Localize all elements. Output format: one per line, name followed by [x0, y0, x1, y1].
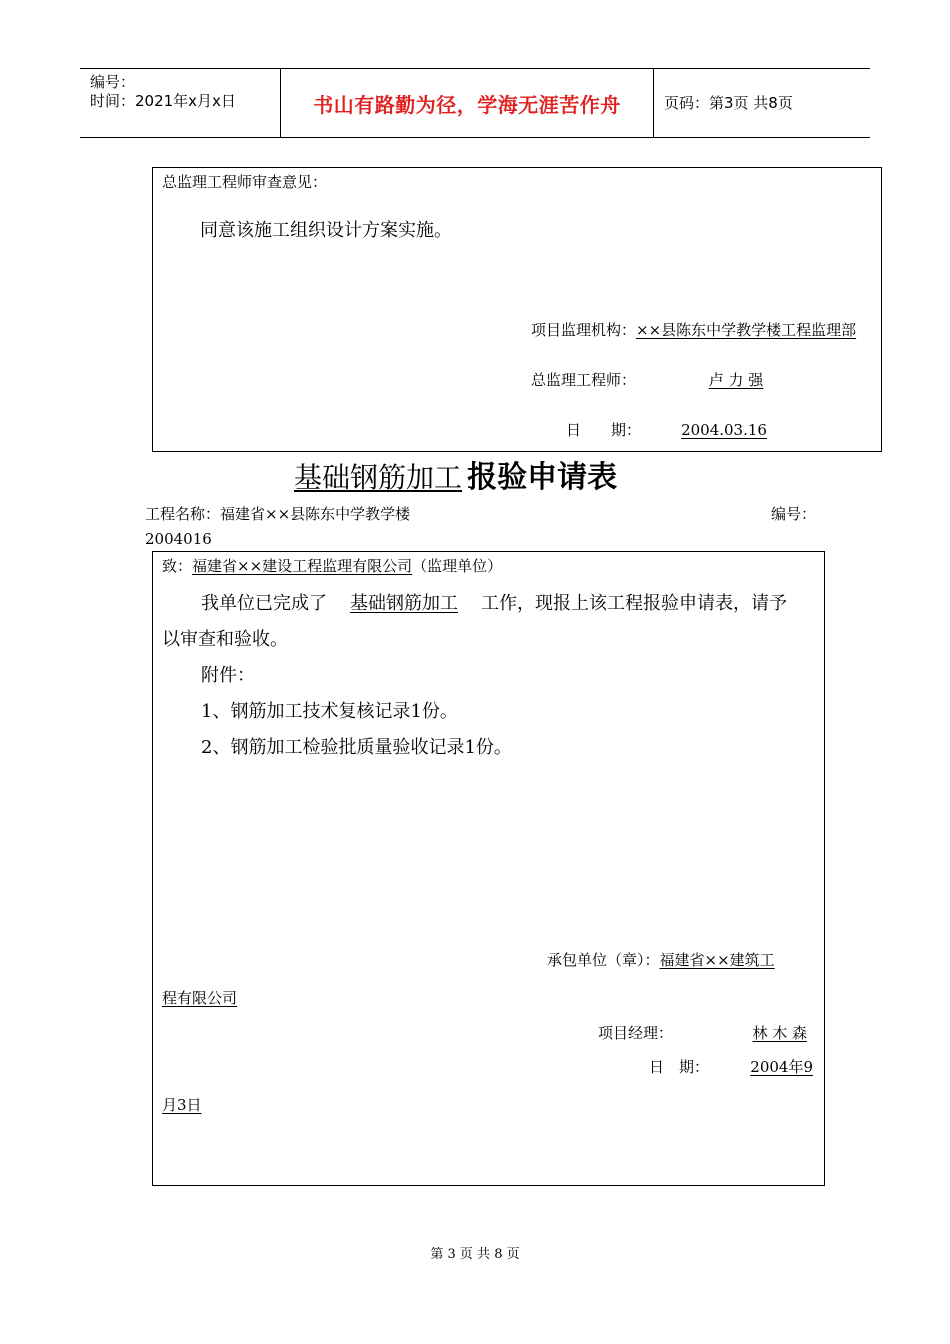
- form-manager-label: 项目经理：: [598, 1024, 674, 1042]
- form-to-line: [162, 556, 502, 576]
- form-date-line: [649, 1057, 813, 1077]
- page-footer: 第 3 页 共 8 页: [430, 1247, 520, 1262]
- review-engineer-value: 卢 力 强: [708, 371, 764, 389]
- form-manager-line: [598, 1023, 807, 1043]
- review-engineer-label: 总监理工程师：: [531, 371, 637, 389]
- header-left-cell: [80, 69, 281, 137]
- form-contractor-line: [547, 950, 775, 970]
- review-opinion-text: 同意该施工组织设计方案实施。: [200, 220, 452, 241]
- review-date-line: [566, 420, 807, 440]
- form-attachments-label: 附件：: [201, 665, 255, 686]
- form-title-subject: 基础钢筋加工: [294, 461, 463, 494]
- form-para-suffix-1: 工作，现报上该工程报验申请表，请予: [481, 593, 787, 614]
- page-header: [80, 68, 870, 138]
- form-attachment-1: 1、钢筋加工技术复核记录1份。: [201, 701, 458, 722]
- form-to-label: 致：: [162, 557, 193, 575]
- review-date-label: 日 期：: [566, 421, 642, 439]
- review-heading: 总监理工程师审查意见：: [162, 173, 328, 191]
- form-to-suffix: （监理单位）: [412, 557, 503, 575]
- form-para-work: 基础钢筋加工: [350, 593, 458, 614]
- form-title-main: 报验申请表: [467, 460, 618, 495]
- inspection-request-box: [152, 551, 825, 1186]
- form-date-value-1: 2004年9: [750, 1058, 814, 1076]
- form-date-value-2: 月3日: [162, 1096, 202, 1114]
- header-motto-cell: [281, 69, 654, 137]
- form-title: [294, 458, 617, 498]
- form-attachment-2: 2、钢筋加工检验批质量验收记录1份。: [201, 737, 512, 758]
- form-number-value: 2004016: [145, 530, 212, 548]
- header-time-label: 时间：2021年x月x日: [90, 92, 236, 110]
- form-date-line-2: [162, 1095, 225, 1115]
- form-contractor-label: 承包单位（章）：: [547, 951, 660, 969]
- review-org-label: 项目监理机构：: [531, 321, 637, 339]
- form-to-value: 福建省××建设工程监理有限公司: [192, 557, 413, 575]
- form-contractor-value-1: 福建省××建筑工: [659, 951, 775, 969]
- form-project-name: 工程名称：福建省××县陈东中学教学楼: [145, 505, 411, 523]
- review-opinion-box: [152, 167, 882, 452]
- header-number-label: 编号：: [90, 73, 136, 91]
- form-date-label: 日 期：: [649, 1058, 710, 1076]
- form-contractor-value-2: 程有限公司: [162, 989, 238, 1007]
- review-org-value: ××县陈东中学教学楼工程监理部: [636, 321, 857, 339]
- header-motto: 书山有路勤为径，学海无涯苦作舟: [313, 92, 621, 117]
- form-paragraph-line-1: [201, 592, 787, 616]
- form-para-prefix: 我单位已完成了: [201, 593, 327, 614]
- review-date-value: 2004.03.16: [681, 421, 767, 439]
- form-manager-value: 林 木 森: [752, 1024, 808, 1042]
- header-page-cell: [654, 69, 870, 137]
- review-engineer-line: [531, 370, 836, 390]
- form-number-label: 编号：: [771, 505, 817, 523]
- header-page-info: 页码：第3页 共8页: [664, 94, 793, 112]
- review-org-line: [531, 320, 856, 340]
- form-paragraph-line-2: 以审查和验收。: [162, 629, 288, 650]
